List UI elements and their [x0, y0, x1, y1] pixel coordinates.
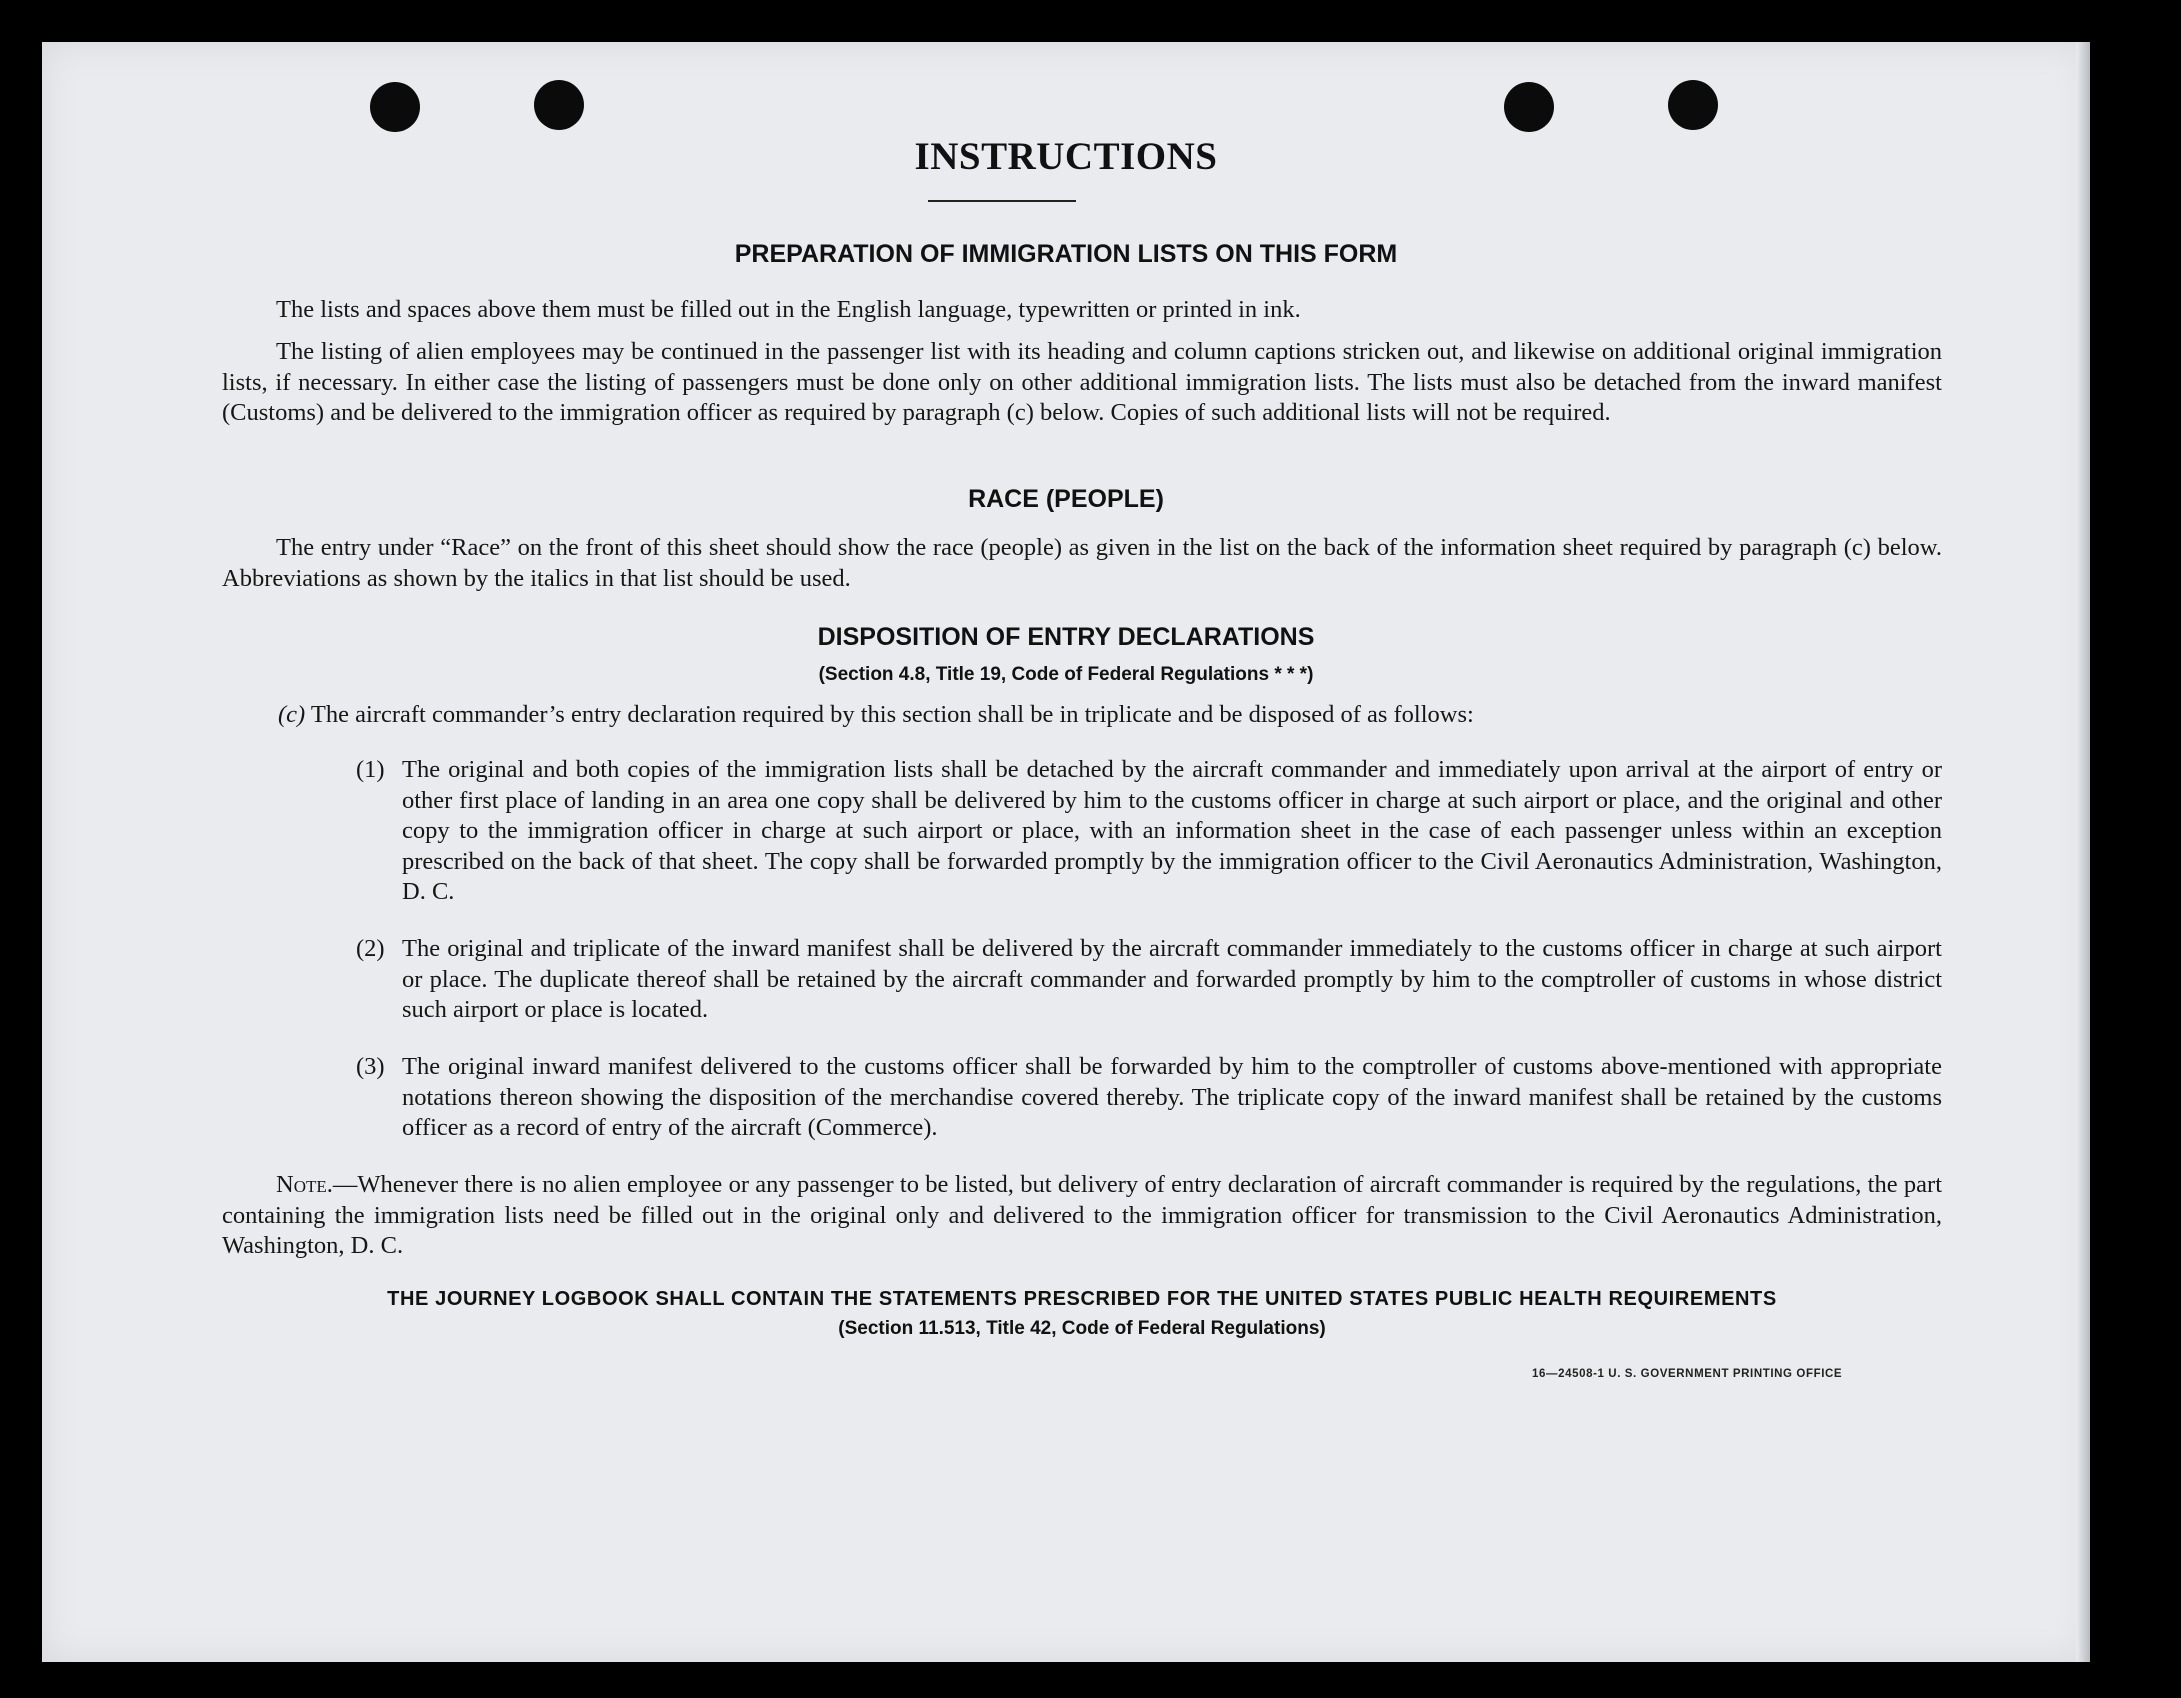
paragraph-note: [222, 1170, 1942, 1262]
section-heading-disposition: DISPOSITION OF ENTRY DECLARATIONS: [817, 623, 1315, 651]
list-item: [356, 755, 1942, 908]
paragraph-text: The listing of alien employees may be continued in the passenger list with its heading and column captions stricken out, and likewise on additional original immigration lists, if necessary. In either case the listing of passengers must be done only on other additional immigration lists. The lists must also be detached from the inward manifest (Customs) and be delivered to the immigration officer as required by paragraph (c) below. Copies of such additional lists will not be required.: [222, 338, 1942, 426]
list-item-number: (2): [356, 935, 385, 962]
paragraph-text: The aircraft commander’s entry declaration required by this section shall be in triplicate and be disposed of as follows:: [310, 701, 1474, 728]
document-page: [42, 42, 2090, 1662]
list-item: [356, 934, 1942, 1026]
paragraph-text: The entry under “Race” on the front of this sheet should show the race (people) as given in the list on the back of the information sheet required by paragraph (c) below. Abbreviations as shown by the italics in that list should be used.: [222, 534, 1942, 592]
printing-office-mark: 16—24508-1 U. S. GOVERNMENT PRINTING OFFICE: [1532, 1368, 1843, 1380]
section-heading-preparation: PREPARATION OF IMMIGRATION LISTS ON THIS FORM: [734, 240, 1398, 268]
list-item-text: The original inward manifest delivered to the customs officer shall be forwarded by him to the comptroller of customs above-mentioned with appropriate notations thereon showing the disposition of the merchandise covered thereby. The triplicate copy of the inward manifest shall be retained by the customs officer as a record of entry of the aircraft (Commerce).: [402, 1053, 1942, 1141]
punch-hole: [1668, 80, 1718, 130]
section-subheading-citation: (Section 4.8, Title 19, Code of Federal Regulations * * *): [818, 664, 1314, 685]
punch-hole: [1504, 82, 1554, 132]
page-edge-shadow: [2076, 42, 2090, 1662]
paragraph-text: The lists and spaces above them must be filled out in the English language, typewritten or printed in ink.: [276, 296, 1301, 323]
list-item-number: (1): [356, 756, 385, 783]
title-underline: [928, 200, 1076, 202]
health-requirements-statement: THE JOURNEY LOGBOOK SHALL CONTAIN THE STATEMENTS PRESCRIBED FOR THE UNITED STATES PUBLIC HEALTH REQUIREMENTS: [387, 1288, 1777, 1310]
list-item-number: (3): [356, 1053, 385, 1080]
paragraph-text: [222, 1170, 1942, 1262]
health-requirements-citation: (Section 11.513, Title 42, Code of Federal Regulations): [838, 1318, 1326, 1339]
paragraph-alien-employees: [222, 337, 1942, 429]
list-item: [356, 1052, 1942, 1144]
note-label: Note.: [276, 1171, 333, 1198]
paragraph-race: [222, 533, 1942, 594]
paragraph-entry-declaration-intro: [278, 700, 1942, 731]
list-item-text: The original and triplicate of the inward manifest shall be delivered by the aircraft commander immediately to the customs officer in charge at such airport or place. The duplicate thereof shall be retained by the aircraft commander and forwarded promptly by him to the comptroller of customs in whose district such airport or place is located.: [402, 935, 1942, 1023]
punch-hole: [370, 82, 420, 132]
paragraph-label: (c): [278, 701, 306, 728]
punch-hole: [534, 80, 584, 130]
note-text: —Whenever there is no alien employee or any passenger to be listed, but delivery of entry declaration of aircraft commander is required by the regulations, the part containing the immigration lists need be filled out in the original only and delivered to the immigration officer for transmission to the Civil Aeronautics Administration, Washington, D. C.: [222, 1171, 1942, 1259]
paragraph-english-language: [222, 295, 1942, 326]
section-heading-race: RACE (PEOPLE): [968, 485, 1164, 513]
page-title: INSTRUCTIONS: [914, 135, 1218, 178]
list-item-text: The original and both copies of the immigration lists shall be detached by the aircraft commander and immediately upon arrival at the airport of entry or other first place of landing in an area one copy shall be delivered by him to the customs officer in charge at such airport or place, and the original and other copy to the immigration officer in charge at such airport or place, with an information sheet in the case of each passenger unless within an exception prescribed on the back of that sheet. The copy shall be forwarded promptly by the immigration officer to the Civil Aeronautics Administration, Washington, D. C.: [402, 756, 1942, 905]
